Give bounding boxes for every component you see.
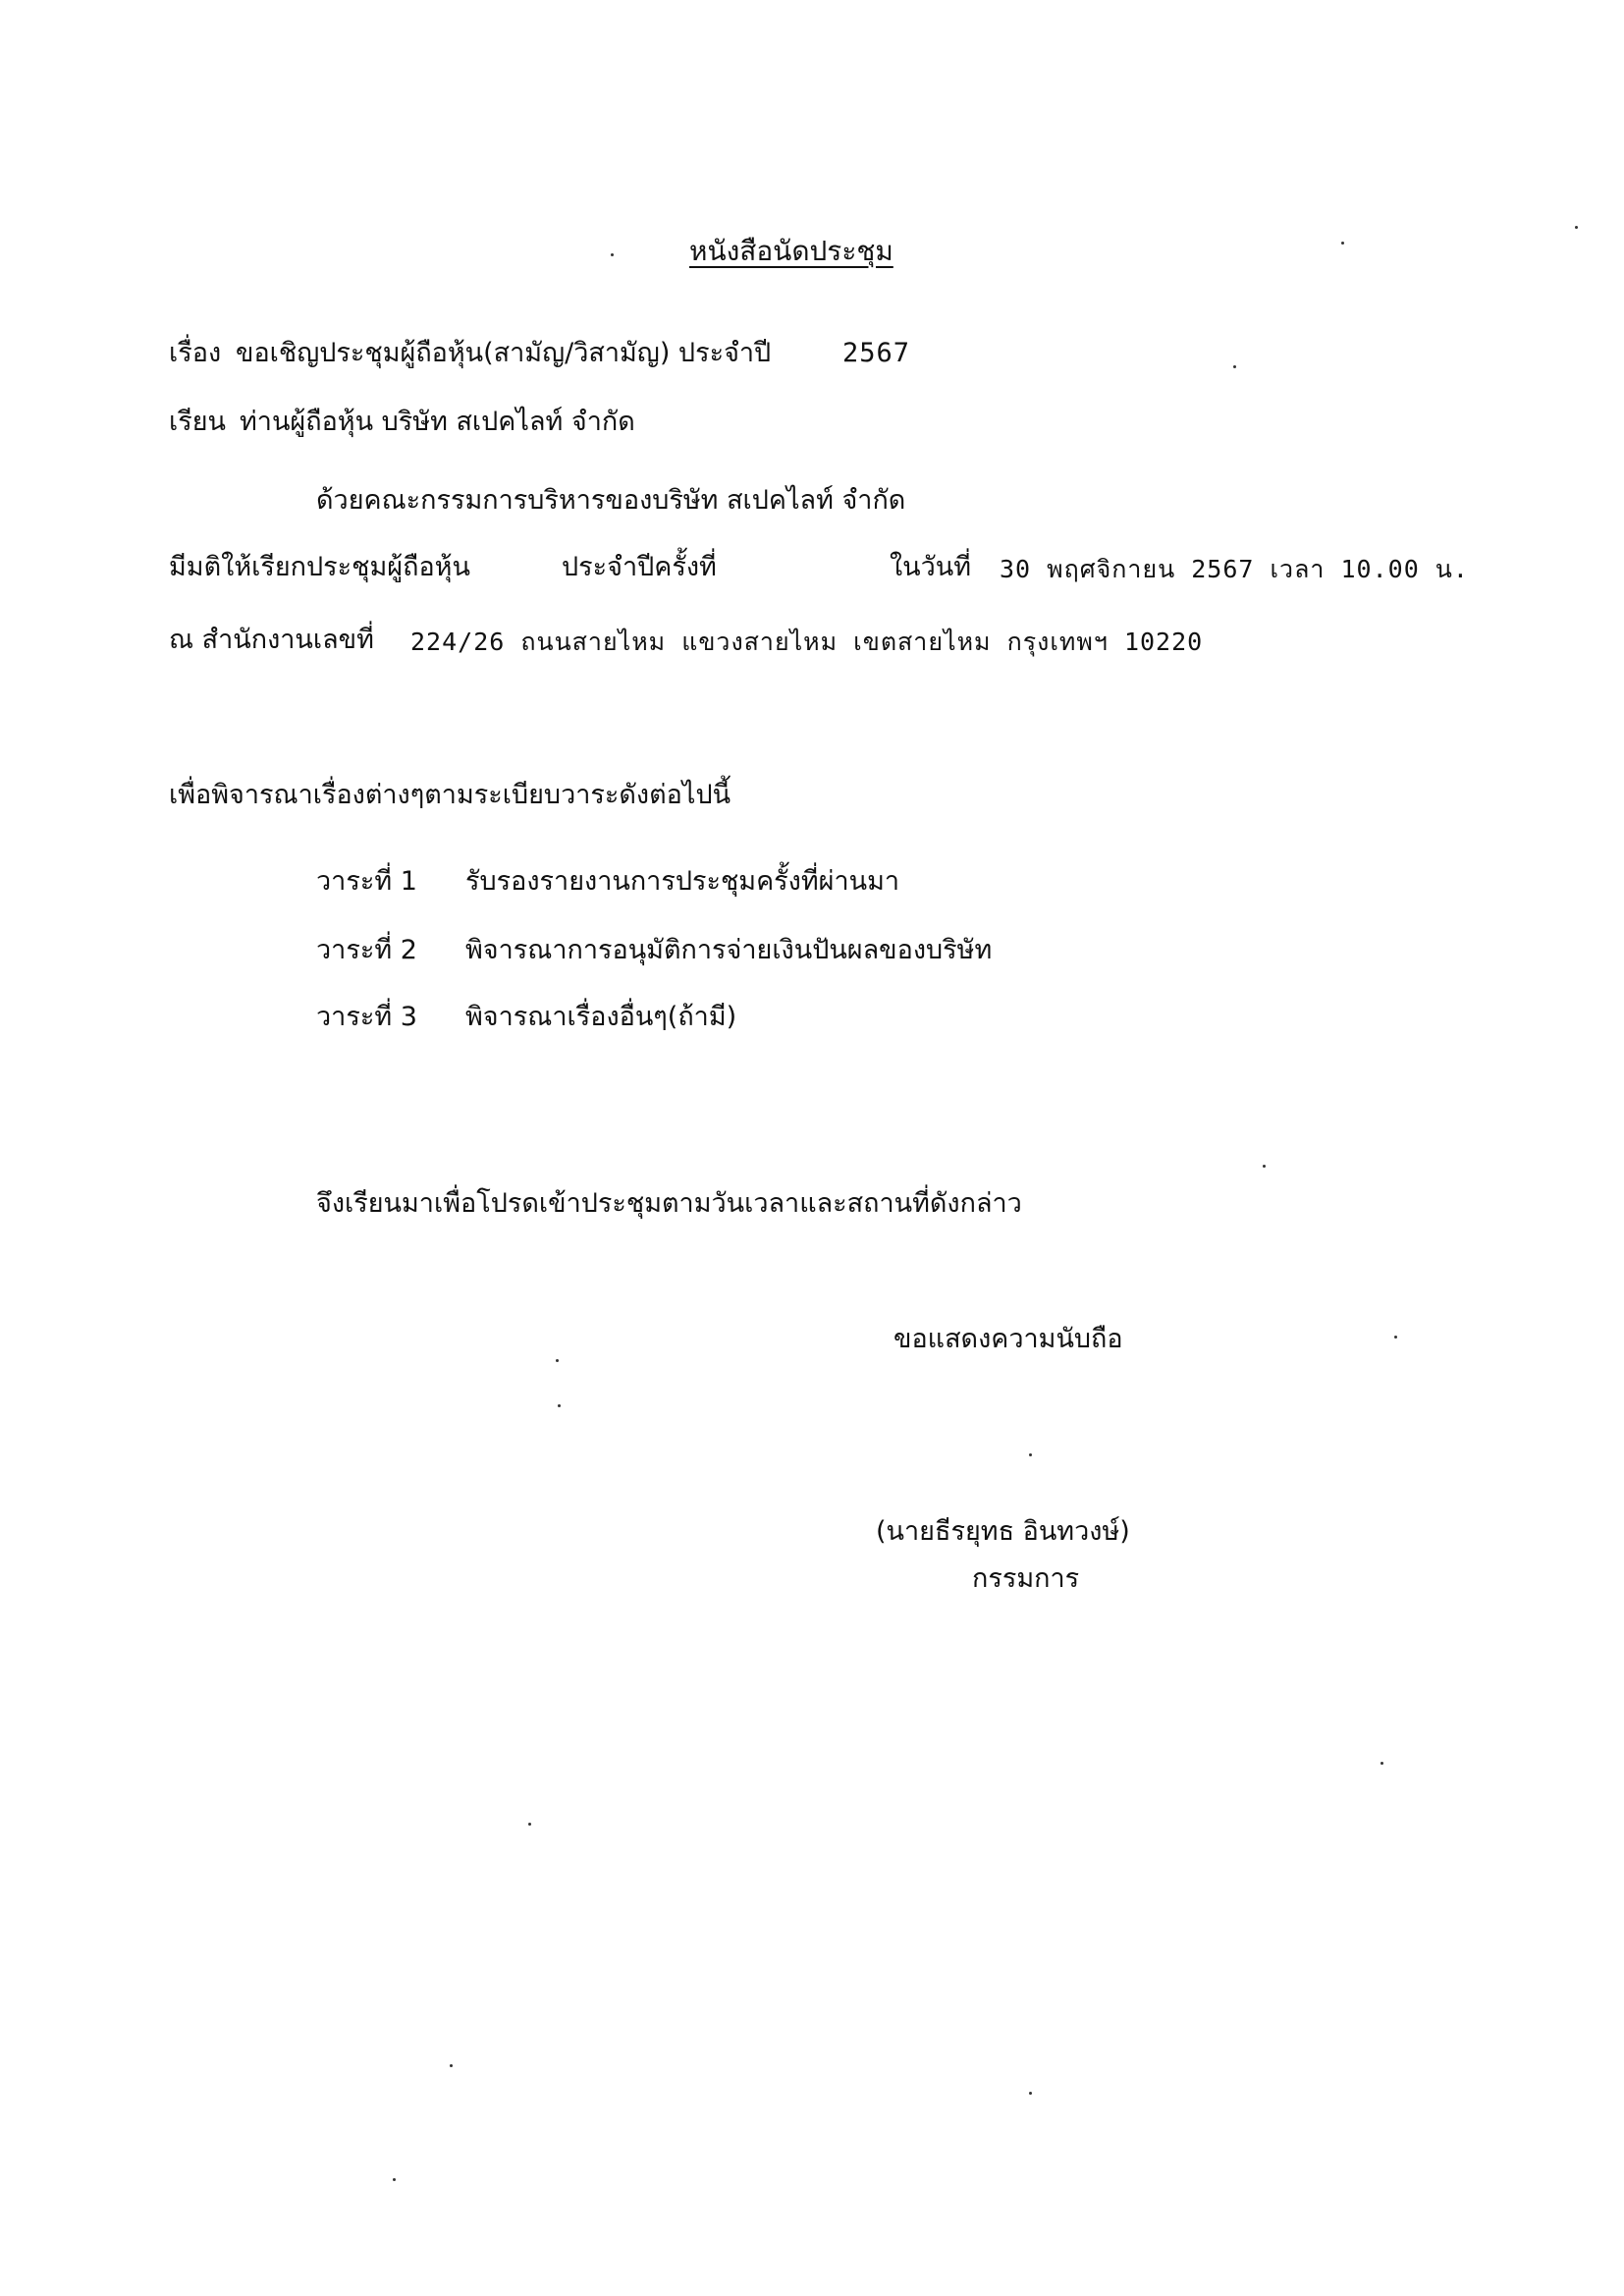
- recipient-text: ท่านผู้ถือหุ้น บริษัท สเปคไลท์ จำกัด: [240, 407, 635, 437]
- address-label: ณ สำนักงานเลขที่: [169, 625, 374, 655]
- body-line-2-a: มีมติให้เรียกประชุมผู้ถือหุ้น: [169, 552, 470, 582]
- agenda-item-1-label: วาระที่ 1: [316, 866, 417, 897]
- scan-speck: [450, 2064, 453, 2067]
- address-text: 224/26 ถนนสายไหม แขวงสายไหม เขตสายไหม กรุงเทพฯ 10220: [410, 628, 1204, 656]
- subject-year: 2567: [842, 338, 911, 368]
- scan-speck: [1380, 1762, 1383, 1765]
- letter-title: หนังสือนัดประชุม: [689, 235, 893, 267]
- scan-speck: [1394, 1336, 1397, 1339]
- agenda-item-2-label: วาระที่ 2: [316, 935, 417, 965]
- signer-position: กรรมการ: [972, 1563, 1080, 1594]
- meeting-datetime: 30 พฤศจิกายน 2567 เวลา 10.00 น.: [1000, 555, 1469, 583]
- subject-label: เรื่อง: [169, 338, 222, 368]
- scan-speck: [393, 2178, 396, 2181]
- scan-speck: [528, 1823, 531, 1826]
- scan-speck: [1233, 365, 1236, 368]
- agenda-item-2-text: พิจารณาการอนุมัติการจ่ายเงินปันผลของบริษัท: [465, 935, 993, 965]
- scan-speck: [611, 253, 614, 256]
- subject-text: ขอเชิญประชุมผู้ถือหุ้น(สามัญ/วิสามัญ) ประจำปี: [236, 338, 772, 368]
- scan-speck: [1341, 242, 1344, 245]
- regards-text: ขอแสดงความนับถือ: [893, 1324, 1123, 1354]
- scan-speck: [1575, 226, 1578, 229]
- scan-speck: [556, 1359, 559, 1362]
- agenda-item-3-text: พิจารณาเรื่องอื่นๆ(ถ้ามี): [465, 1002, 737, 1032]
- scan-speck: [1029, 2092, 1032, 2095]
- agenda-item-3-label: วาระที่ 3: [316, 1002, 417, 1032]
- closing-text: จึงเรียนมาเพื่อโปรดเข้าประชุมตามวันเวลาและสถานที่ดังกล่าว: [316, 1188, 1022, 1219]
- body-line-1: ด้วยคณะกรรมการบริหารของบริษัท สเปคไลท์ จำกัด: [316, 485, 906, 516]
- body-line-2-b: ประจำปีครั้งที่: [562, 552, 717, 582]
- scan-speck: [1263, 1165, 1266, 1168]
- agenda-item-1-text: รับรองรายงานการประชุมครั้งที่ผ่านมา: [465, 866, 900, 897]
- scan-speck: [558, 1404, 561, 1407]
- signer-name: (นายธีรยุทธ อินทวงษ์): [876, 1516, 1130, 1547]
- agenda-intro: เพื่อพิจารณาเรื่องต่างๆตามระเบียบวาระดังต่อไปนี้: [169, 780, 731, 810]
- recipient-label: เรียน: [169, 407, 227, 437]
- scan-speck: [1029, 1453, 1032, 1456]
- body-line-2-c: ในวันที่: [890, 552, 972, 582]
